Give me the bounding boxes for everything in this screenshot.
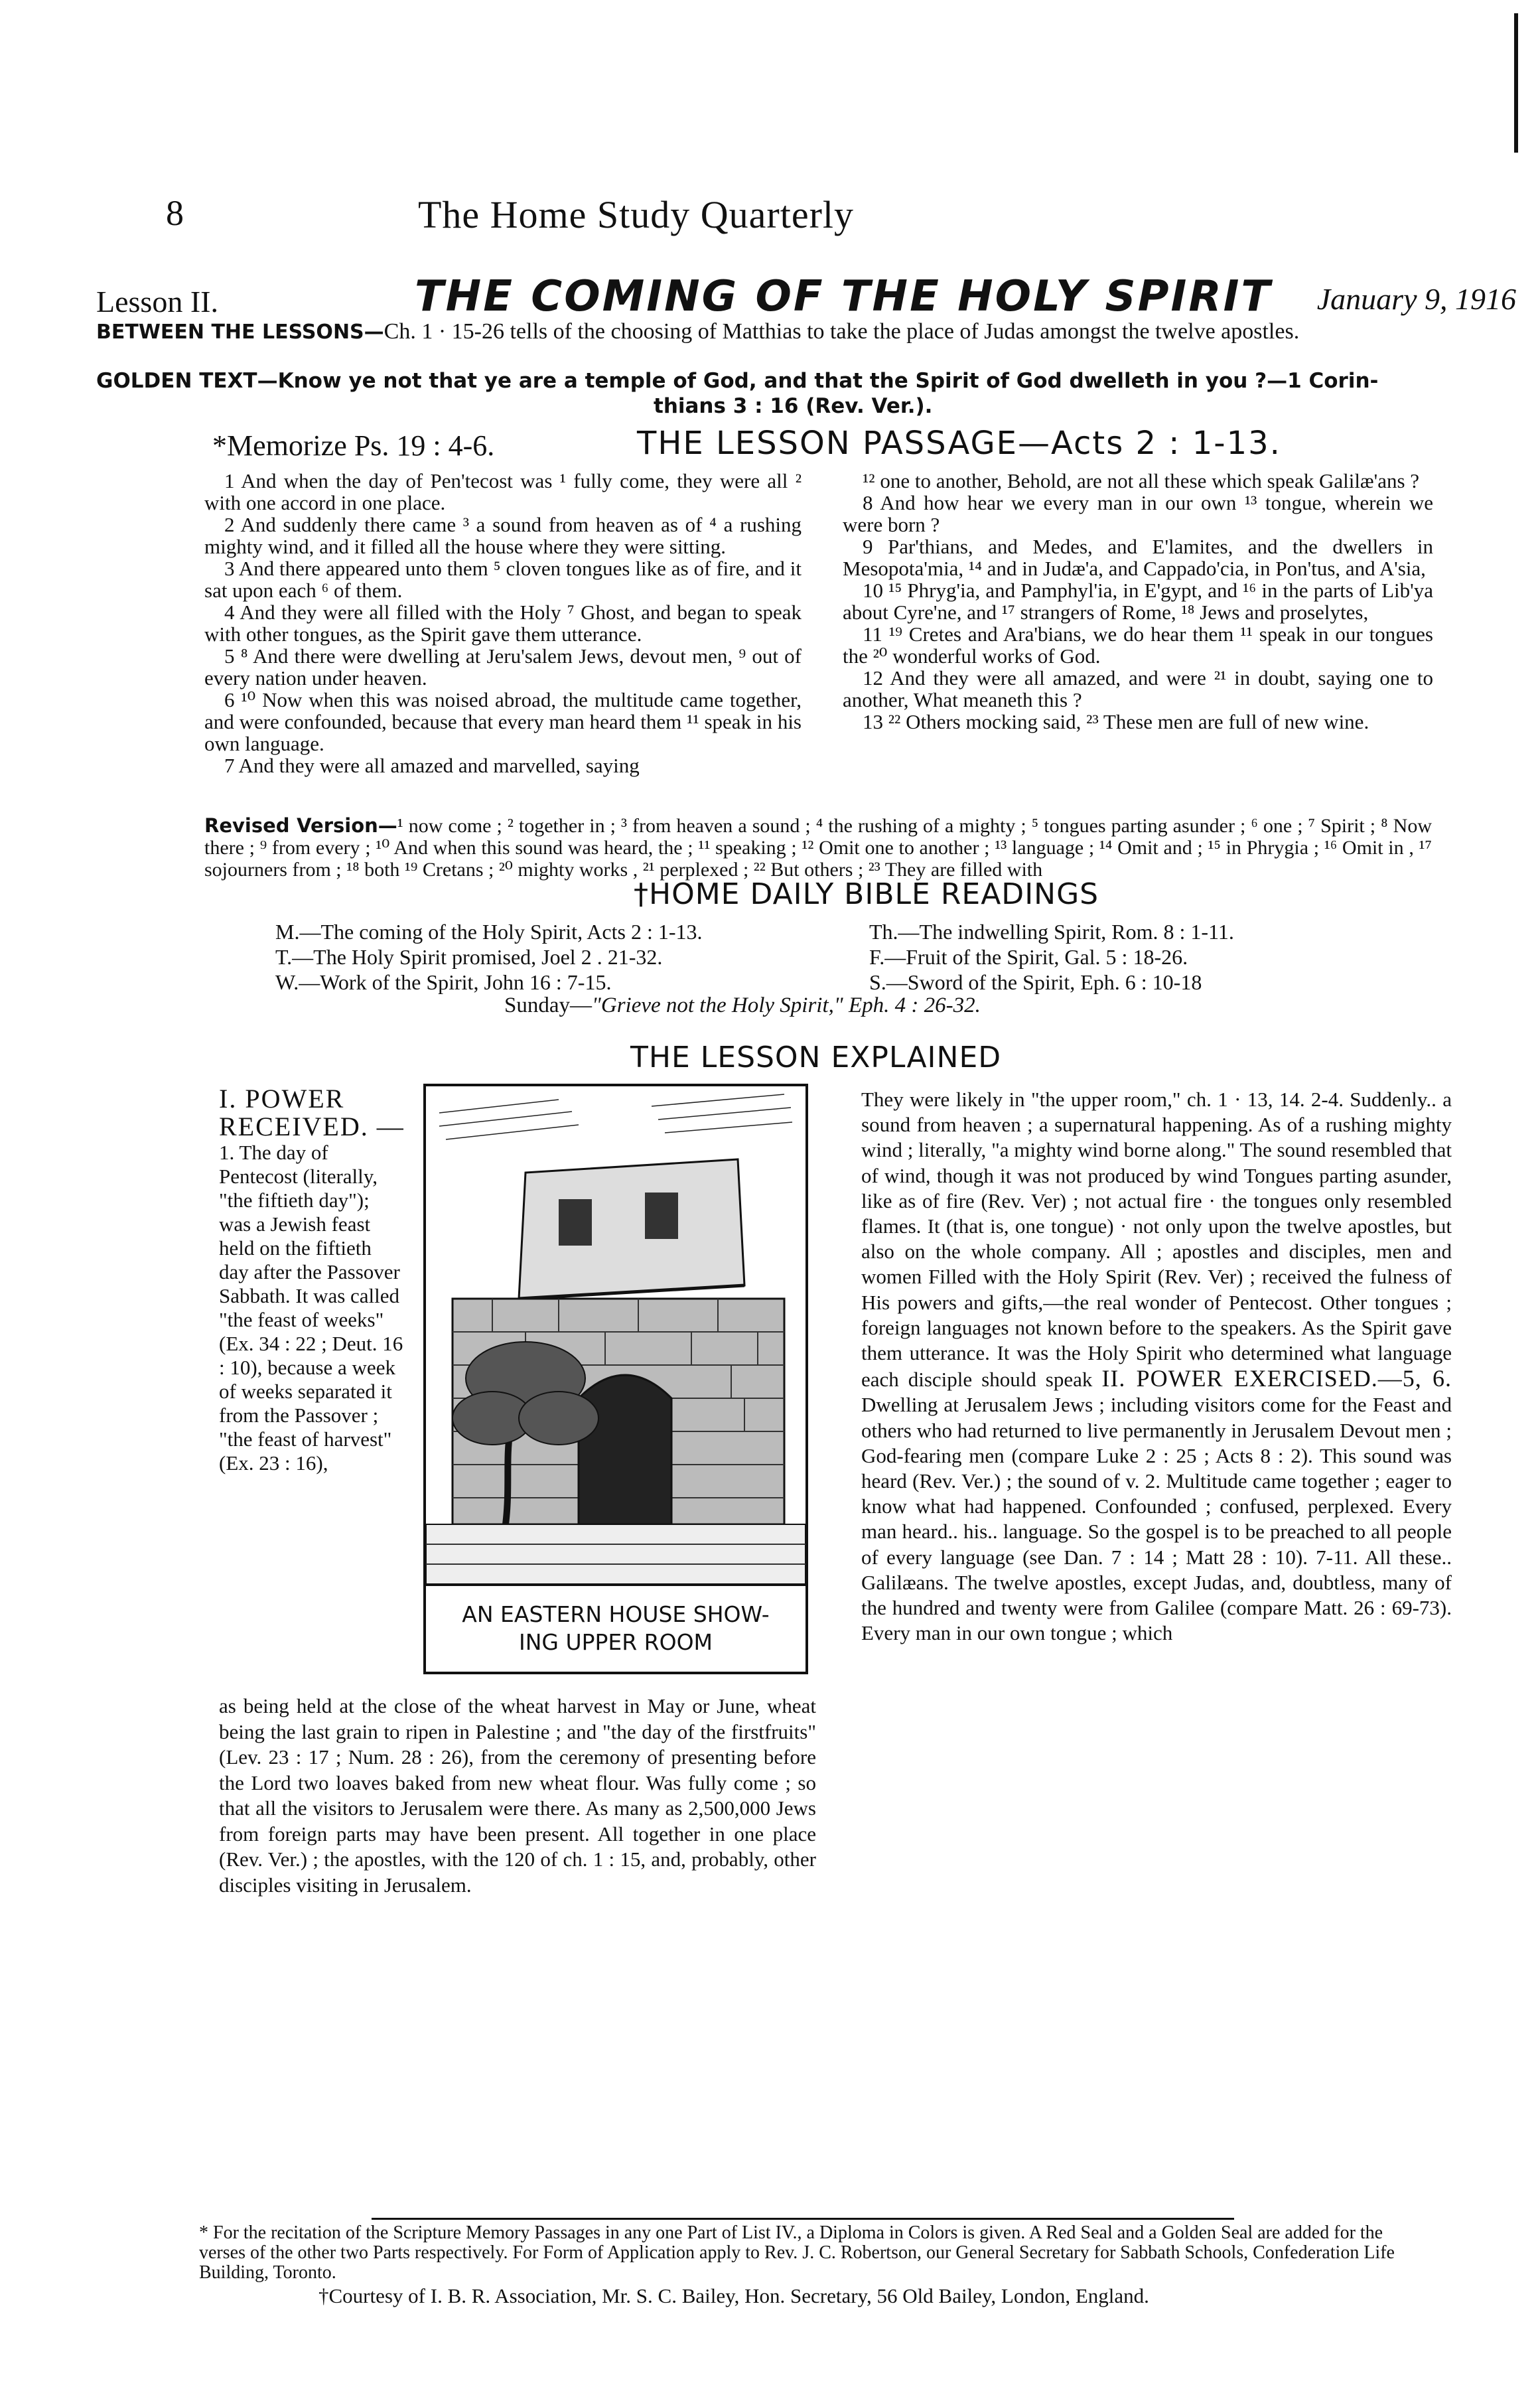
caption-line: ING UPPER ROOM (518, 1629, 713, 1655)
running-title: The Home Study Quarterly (418, 193, 855, 236)
verse: 13 ²² Others mocking said, ²³ These men are full of new wine. (863, 710, 1369, 733)
verse: 5 ⁸ And there were dwelling at Jeru'salem Jews, devout men, ⁹ out of every nation under heaven. (204, 644, 802, 689)
verse: 11 ¹⁹ Cretes and Ara'bians, we do hear them ¹¹ speak in our tongues the ²⁰ wonderful works of God. (843, 622, 1433, 668)
explained-narrow-column (219, 1085, 405, 1475)
passage-right-column (843, 470, 1433, 733)
reading-item: M.—The coming of the Holy Spirit, Acts 2 : 1-13. (275, 920, 703, 944)
explained-right-column (861, 1087, 1452, 1646)
reading-item: T.—The Holy Spirit promised, Joel 2 . 21-32. (275, 945, 663, 969)
narrow-text: 1. The day of Pentecost (literally, "the fiftieth day"); was a Jewish feast held on the fiftieth day after the Passover Sabbath. It was called "the feast of weeks" (Ex. 34 : 22 ; Deut. 16 : 10), because a week of weeks separated it from the Passover ; "the feast of harvest" (Ex. 23 : 16), (219, 1141, 403, 1475)
lesson-title: THE COMING OF THE HOLY SPIRIT (415, 272, 1273, 321)
verse: 1 And when the day of Pen'tecost was ¹ fully come, they were all ² with one accord in one place. (204, 469, 802, 514)
verse: 4 And they were all filled with the Holy ⁷ Ghost, and began to speak with other tongues, as the Spirit gave them utterance. (204, 601, 802, 646)
golden-text (96, 368, 1516, 419)
readings-title: †HOME DAILY BIBLE READINGS (634, 877, 1099, 911)
sunday-reading (504, 993, 981, 1018)
sunday-ref: Eph. 4 : 26-32. (848, 993, 981, 1017)
golden-text-body: GOLDEN TEXT—Know ye not that ye are a temple of God, and that the Spirit of God dwelleth in you ?—1 Corin- (96, 369, 1379, 393)
section-heading-power-received: I. POWER RECEIVED. — (219, 1084, 405, 1141)
verse: 8 And how hear we every man in our own ¹³ tongue, wherein we were born ? (843, 491, 1433, 536)
verse: 7 And they were all amazed and marvelled, saying (224, 754, 640, 777)
between-text: Ch. 1 · 15-26 tells of the choosing of Matthias to take the place of Judas amongst the twelve apostles. (384, 319, 1300, 344)
memorize-note: *Memorize Ps. 19 : 4-6. (212, 429, 495, 462)
between-label: BETWEEN THE LESSONS— (96, 321, 384, 344)
verse: 6 ¹⁰ Now when this was noised abroad, the multitude came together, and were confounded, because that every man heard them ¹¹ speak in his own language. (204, 688, 802, 755)
sunday-text: "Grieve not the Holy Spirit," (592, 993, 843, 1017)
memorize-line (212, 425, 1473, 465)
section-heading-power-exercised: II. POWER EXERCISED.—5, 6. (1101, 1365, 1452, 1392)
figure-eastern-house (423, 1084, 808, 1674)
page-header (166, 192, 1360, 246)
verse: 10 ¹⁵ Phryg'ia, and Pamphyl'ia, in E'gypt, and ¹⁶ in the parts of Lib'ya about Cyre'ne, and ¹⁷ strangers of Rome, ¹⁸ Jews and proselytes, (843, 579, 1433, 624)
footnote-courtesy: †Courtesy of I. B. R. Association, Mr. S. C. Bailey, Hon. Secretary, 56 Old Bailey, London, England. (318, 2284, 1149, 2307)
verse: 12 And they were all amazed, and were ²¹ in doubt, saying one to another, What meaneth this ? (843, 666, 1433, 711)
verse: 9 Par'thians, and Medes, and E'lamites, and the dwellers in Mesopota'mia, ¹⁴ and in Judæ'a, and Cappado'cia, in Pon'tus, and A'sia, (843, 535, 1433, 580)
footnote-star: * For the recitation of the Scripture Memory Passages in any one Part of List IV., a Diploma in Colors is given. A Red Seal and a Golden Seal are added for the verses of the other two Parts respectively. For Form of Application apply to Rev. J. C. Robertson, our General Secretary for Sabbath Schools, Confederation Life Building, Toronto. (199, 2222, 1395, 2283)
page-number: 8 (166, 193, 184, 233)
verse: ¹² one to another, Behold, are not all these which speak Galilæ'ans ? (863, 469, 1420, 492)
sunday-label: Sunday— (504, 993, 592, 1017)
reading-item: S.—Sword of the Spirit, Eph. 6 : 10-18 (869, 970, 1202, 994)
footnotes (199, 2223, 1433, 2309)
between-the-lessons (96, 319, 1516, 346)
passage-left-column (204, 470, 802, 776)
caption-line: AN EASTERN HOUSE SHOW- (462, 1601, 770, 1627)
passage-title: THE LESSON PASSAGE—Acts 2 : 1-13. (637, 425, 1281, 462)
revised-text: ¹ now come ; ² together in ; ³ from heaven a sound ; ⁴ the rushing of a mighty ; ⁵ tongues parting asunder ; ⁶ one ; ⁷ Spirit ; ⁸ Now there ; ⁹ from every ; ¹⁰ And when this sound was heard, the ; ¹¹ speaking ; ¹² Omit one to another ; ¹³ language ; ¹⁴ Omit and ; ¹⁵ in Phrygia ; ¹⁶ Omit in , ¹⁷ sojourners from ; ¹⁸ both ¹⁹ Cretans ; ²⁰ mighty works , ²¹ perplexed ; ²² But others ; ²³ They are filled with (204, 815, 1432, 881)
reading-item: Th.—The indwelling Spirit, Rom. 8 : 1-11. (869, 920, 1234, 944)
verse: 3 And there appeared unto them ⁵ cloven tongues like as of fire, and it sat upon each ⁶ of them. (204, 557, 802, 602)
right-text-a: They were likely in "the upper room," ch. 1 · 13, 14. 2-4. Suddenly.. a sound from heaven ; a supernatural happening. As of a rushing mighty wind ; literally, "a mighty wind borne along." The sound resembled that of wind, though it was not produced by wind Tongues parting asunder, like as of fire (Rev. Ver) ; not actual fire · the tongues only resembled flames. It (that is, one tongue) · not only upon the twelve apostles, but also on the whole company. All ; apostles and disciples, men and women Filled with the Holy Spirit (Rev. Ver) ; received the fulness of His powers and gifts,—the real wonder of Pentecost. Other tongues ; foreign languages not known before to the speakers. As the Spirit gave them utterance. It was the Holy Spirit who determined what language each disciple should speak (861, 1088, 1452, 1392)
verse: 2 And suddenly there came ³ a sound from heaven as of ⁴ a rushing mighty wind, and it filled all the house where they were sitting. (204, 513, 802, 558)
explained-title: THE LESSON EXPLAINED (630, 1041, 1002, 1074)
lesson-date: January 9, 1916 (1316, 282, 1516, 316)
revised-version-notes (204, 815, 1432, 881)
right-text-b: Dwelling at Jerusalem Jews ; including visitors come for the Feast and others who had returned to live permanently in Jerusalem Devout men ; God-fearing men (compare Luke 2 : 25 ; Acts 8 : 2). This sound was heard (Rev. Ver.) ; the sound of v. 2. Multitude came together ; eager to know what had happened. Confounded ; confused, perplexed. Every man heard.. his.. language. So the gospel is to be preached to all people of every language (see Dan. 7 : 14 ; Matt 28 : 10). 7-11. All these.. Galilæans. The twelve apostles, except Judas, and, doubtless, many of the hundred and twenty were from Galilee (compare Matt. 26 : 69-73). Every man in our own tongue ; which (861, 1393, 1452, 1645)
explained-wide-left: as being held at the close of the wheat harvest in May or June, wheat being the last grain to ripen in Palestine ; and "the day of the firstfruits" (Lev. 23 : 17 ; Num. 28 : 26), from the ceremony of presenting before the Lord two loaves baked from new wheat flour. Was fully come ; so that all the visitors to Jerusalem were there. As many as 2,500,000 Jews from foreign parts may have been present. All together in one place (Rev. Ver.) ; the apostles, with the 120 of ch. 1 : 15, and, probably, other disciples visiting in Jerusalem. (219, 1694, 816, 1897)
reading-item: F.—Fruit of the Spirit, Gal. 5 : 18-26. (869, 945, 1188, 969)
vertical-rule (1514, 13, 1518, 153)
footnote-rule (372, 2218, 1234, 2220)
figure-caption (426, 1584, 805, 1672)
golden-text-ref: thians 3 : 16 (Rev. Ver.). (654, 394, 933, 418)
lesson-number: Lesson II. (96, 285, 218, 319)
house-illustration (426, 1086, 805, 1584)
reading-item: W.—Work of the Spirit, John 16 : 7-15. (275, 970, 612, 994)
revised-label: Revised Version— (204, 814, 397, 837)
lesson-heading (96, 272, 1516, 325)
